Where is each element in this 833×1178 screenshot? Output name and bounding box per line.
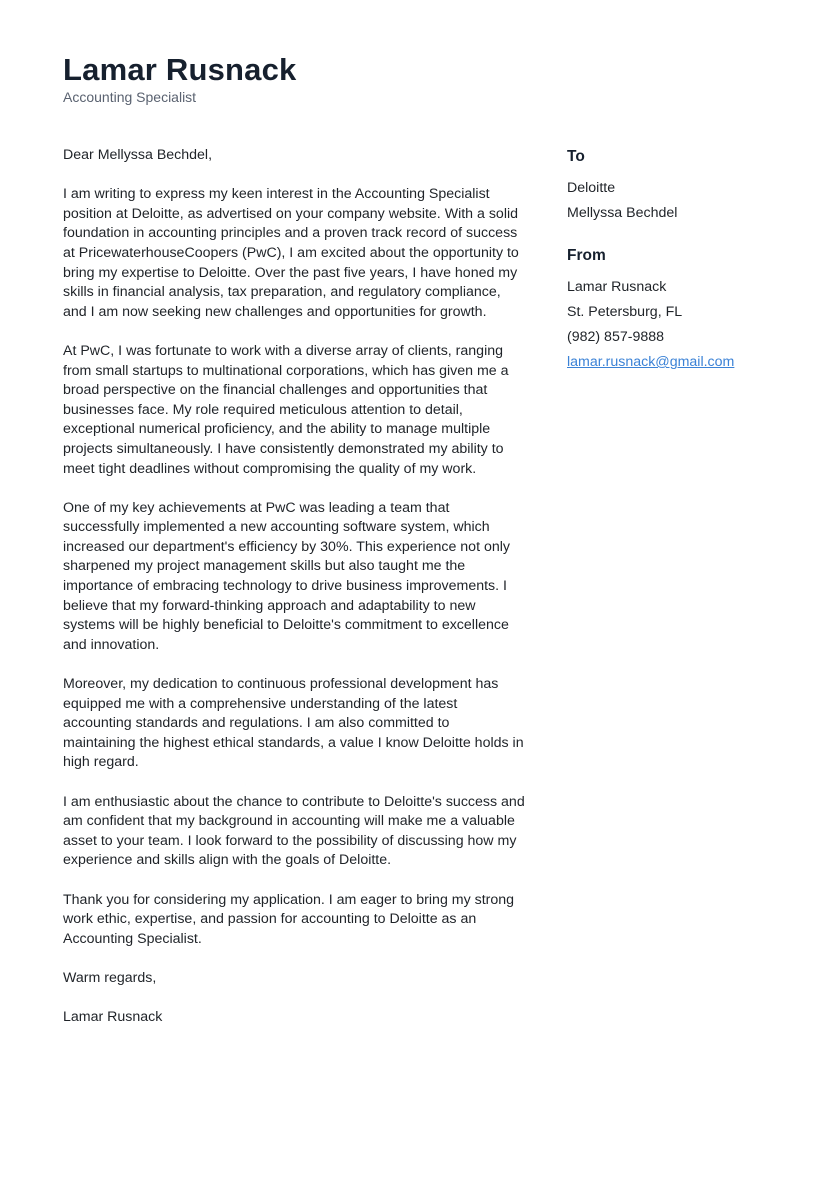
recipient-block xyxy=(567,147,797,226)
sender-email-row xyxy=(567,350,797,375)
recipient-company: Deloitte xyxy=(567,180,616,196)
letter-paragraph-4: Moreover, my dedication to continuous professional development has equipped me with a comprehensive understanding of the latest accounting standards and regulations. I am also committed to maintaining the highest ethical standards, a value I know Deloitte holds in high regard. xyxy=(63,676,524,771)
letter-body xyxy=(63,146,525,1047)
letter-header xyxy=(63,52,296,106)
contact-sidebar xyxy=(567,147,797,395)
from-heading: From xyxy=(567,247,606,264)
letter-paragraph-1: I am writing to express my keen interest in the Accounting Specialist position at Deloitte, as advertised on your company website. With a solid foundation in accounting principles and a proven track record of success at PricewaterhouseCoopers (PwC), I am excited about the opportunity to bring my expertise to Deloitte. Over the past five years, I have honed my skills in financial analysis, tax preparation, and regulatory compliance, and I am now seeking new challenges and opportunities for growth. xyxy=(63,186,519,320)
letter-paragraph-2: At PwC, I was fortunate to work with a diverse array of clients, ranging from small startups to multinational corporations, which has given me a broad perspective on the financial challenges and opportunities that businesses face. My role required meticulous attention to detail, exceptional numerical proficiency, and the ability to manage multiple projects simultaneously. I have consistently demonstrated my ability to meet tight deadlines without compromising the quality of my work. xyxy=(63,342,509,477)
sender-block xyxy=(567,246,797,375)
sender-name: Lamar Rusnack xyxy=(567,279,667,295)
letter-paragraph-6: Thank you for considering my application. I am eager to bring my strong work ethic, expertise, and passion for accounting to Deloitte as an Accounting Specialist. xyxy=(63,891,515,947)
sender-phone: (982) 857-9888 xyxy=(567,329,665,345)
recipient-name: Mellyssa Bechdel xyxy=(567,205,678,221)
sender-job-title: Accounting Specialist xyxy=(63,89,197,105)
letter-signature: Lamar Rusnack xyxy=(63,1009,163,1026)
letter-closing: Warm regards, xyxy=(63,969,157,986)
letter-paragraph-3: One of my key achievements at PwC was leading a team that successfully implemented a new accounting software system, which increased our department's efficiency by 30%. This experience not only sharpened my project management skills but also taught me the importance of embracing technology to drive business improvements. I believe that my forward-thinking approach and adaptability to new systems will be highly beneficial to Deloitte's commitment to excellence and innovation. xyxy=(63,499,510,653)
letter-greeting: Dear Mellyssa Bechdel, xyxy=(63,147,213,163)
letter-paragraph-5: I am enthusiastic about the chance to contribute to Deloitte's success and am confident that my background in accounting will make me a valuable asset to your team. I look forward to the possibility of discussing how my experience and skills align with the goals of Deloitte. xyxy=(63,793,525,869)
sender-name-title: Lamar Rusnack xyxy=(63,52,297,87)
to-heading: To xyxy=(567,148,585,165)
sender-email-link[interactable]: lamar.rusnack@gmail.com xyxy=(567,354,735,370)
sender-location: St. Petersburg, FL xyxy=(567,304,683,320)
